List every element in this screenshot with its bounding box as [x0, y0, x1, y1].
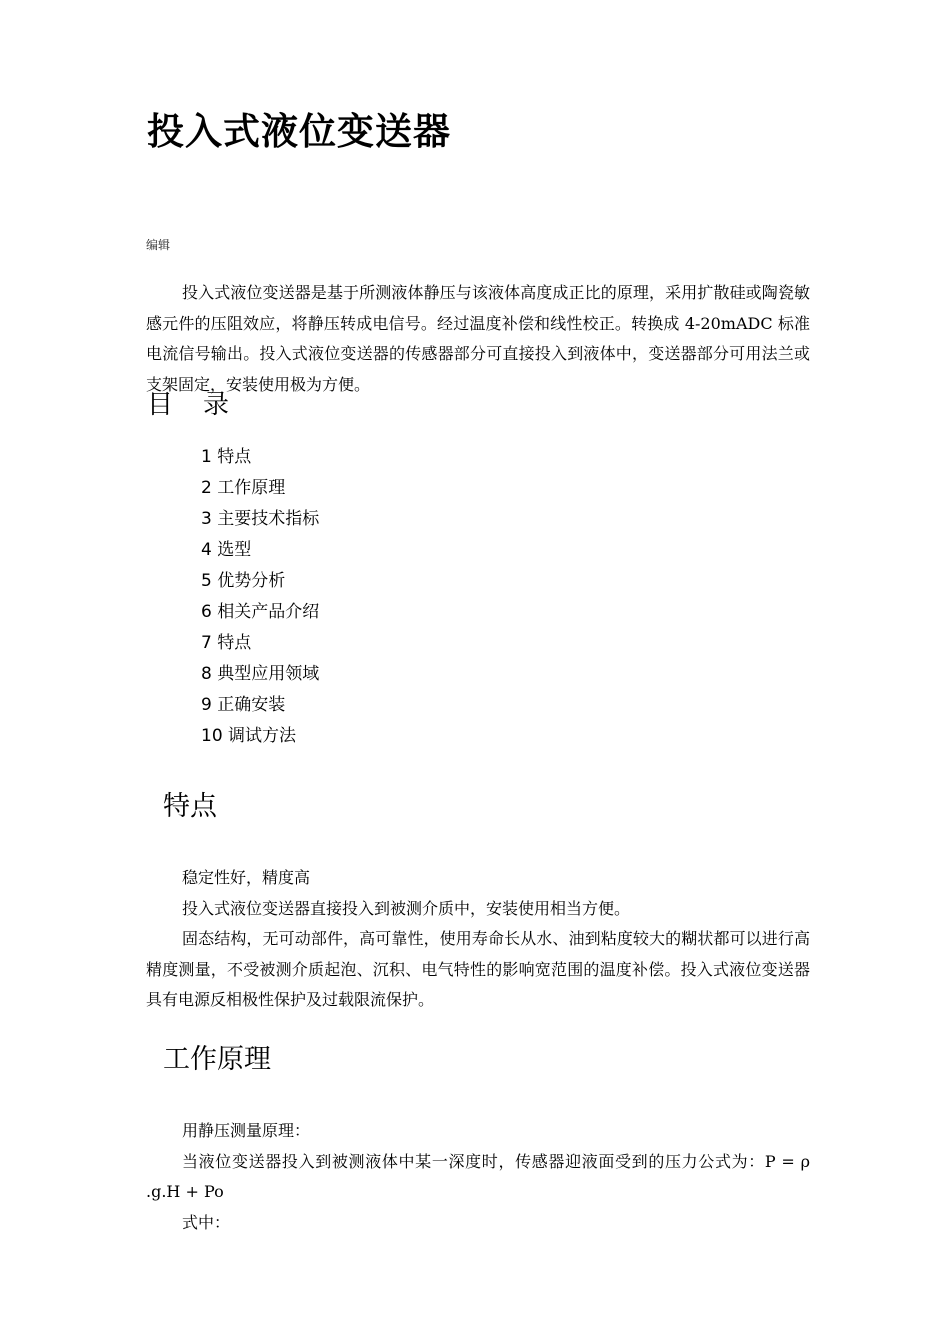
- page-title: 投入式液位变送器: [147, 110, 451, 153]
- principle-section-body: [146, 1116, 810, 1238]
- intro-paragraph: [146, 278, 810, 400]
- toc-item-installation[interactable]: 9 正确安装: [201, 695, 286, 715]
- table-of-contents: [201, 442, 319, 752]
- toc-item-features[interactable]: 1 特点: [201, 447, 252, 467]
- edit-link[interactable]: 编辑: [146, 238, 171, 252]
- features-paragraph: 固态结构，无可动部件，高可靠性，使用寿命长从水、油到粘度较大的糊状都可以进行高精度测量，不受被测介质起泡、沉积、电气特性的影响宽范围的温度补偿。投入式液位变送器具有电源反相极性保护及过载限流保护。: [146, 929, 810, 1009]
- toc-heading: 目录: [147, 390, 260, 420]
- toc-item-applications[interactable]: 8 典型应用领域: [201, 664, 320, 684]
- toc-item-features-2[interactable]: 7 特点: [201, 633, 252, 653]
- toc-item-related-products[interactable]: 6 相关产品介绍: [201, 602, 320, 622]
- section-heading-features: 特点: [163, 791, 217, 822]
- toc-item-advantages[interactable]: 5 优势分析: [201, 571, 286, 591]
- principle-paragraph: 当液位变送器投入到被测液体中某一深度时，传感器迎液面受到的压力公式为：P = ρ .g.H + Po: [146, 1151, 810, 1201]
- features-paragraph: 稳定性好，精度高: [182, 868, 311, 887]
- features-paragraph: 投入式液位变送器直接投入到被测介质中，安装使用相当方便。: [182, 898, 631, 918]
- toc-item-principle[interactable]: 2 工作原理: [201, 478, 286, 498]
- principle-paragraph: 用静压测量原理：: [182, 1121, 311, 1140]
- intro-text: 投入式液位变送器是基于所测液体静压与该液体高度成正比的原理，采用扩散硅或陶瓷敏感元件的压阻效应，将静压转成电信号。经过温度补偿和线性校正。转换成 4-20mADC 标准电流信号输出。投入式液位变送器的传感器部分可直接投入到液体中，变送器部分可用法兰或支架固定，安装使用极为方便。: [146, 283, 810, 394]
- toc-item-debugging[interactable]: 10 调试方法: [201, 726, 297, 746]
- toc-item-specs[interactable]: 3 主要技术指标: [201, 509, 320, 529]
- features-section-body: [146, 863, 810, 1016]
- principle-paragraph: 式中：: [182, 1212, 231, 1232]
- section-heading-principle: 工作原理: [163, 1044, 271, 1075]
- toc-item-selection[interactable]: 4 选型: [201, 540, 252, 560]
